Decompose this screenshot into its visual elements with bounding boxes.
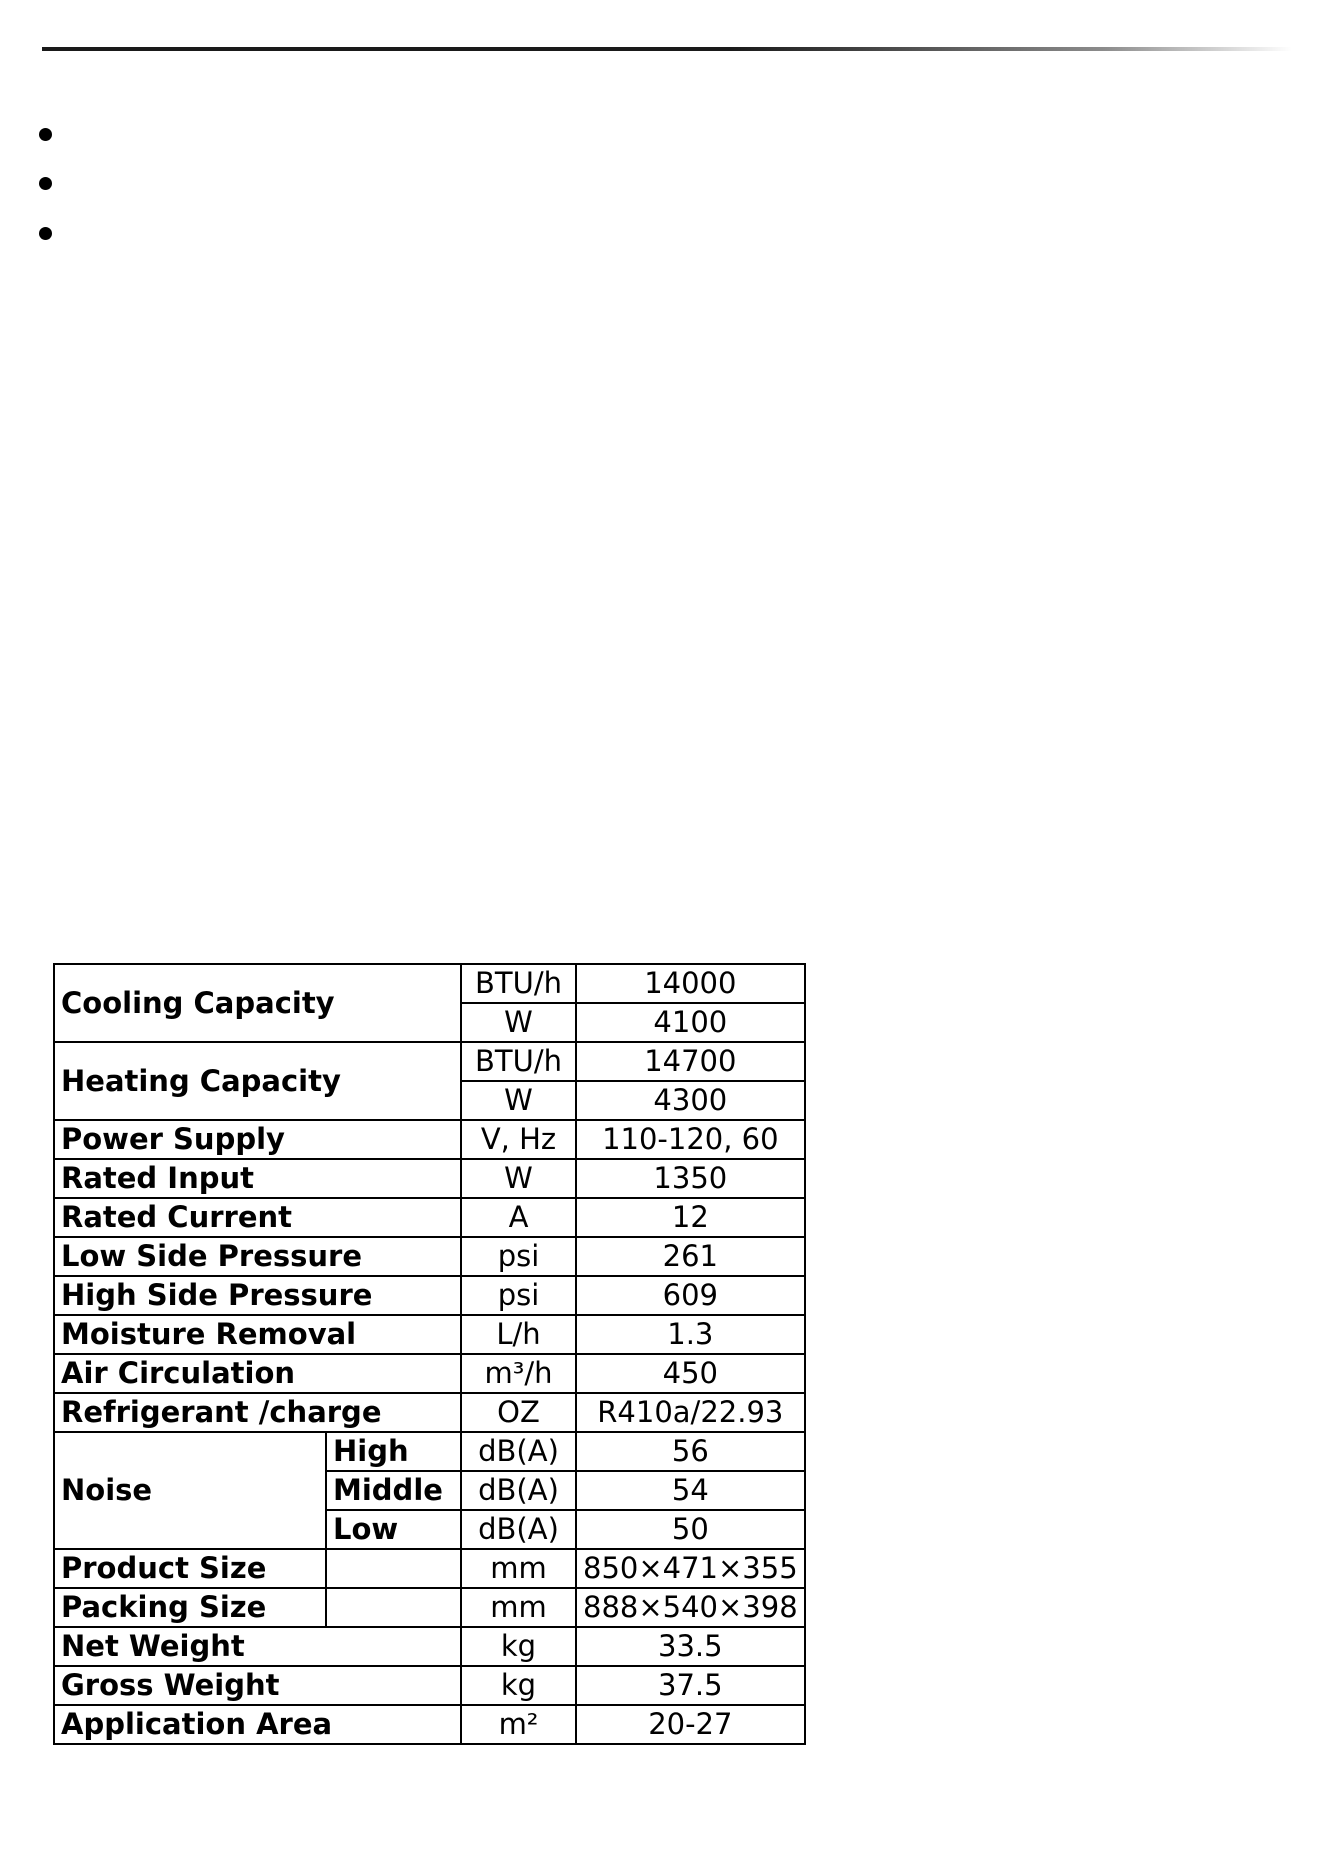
rated-input-value: 1350: [576, 1159, 805, 1198]
high-side-pressure-label: High Side Pressure: [54, 1276, 461, 1315]
cooling-w-value: 4100: [576, 1003, 805, 1042]
cooling-capacity-label: Cooling Capacity: [54, 964, 461, 1042]
product-size-label: Product Size: [54, 1549, 326, 1588]
power-supply-value: 110-120, 60: [576, 1120, 805, 1159]
table-row: [54, 1159, 805, 1198]
empty-cell: [326, 1549, 461, 1588]
header-rule: [42, 47, 1292, 51]
empty-cell: [326, 1588, 461, 1627]
bullet-point: [39, 128, 52, 141]
net-weight-value: 33.5: [576, 1627, 805, 1666]
rated-current-label: Rated Current: [54, 1198, 461, 1237]
noise-low-unit: dB(A): [461, 1510, 576, 1549]
application-area-label: Application Area: [54, 1705, 461, 1744]
application-area-unit: m²: [461, 1705, 576, 1744]
table-row: [54, 1042, 805, 1081]
noise-middle-label: Middle: [326, 1471, 461, 1510]
table-row: [54, 1588, 805, 1627]
rated-current-value: 12: [576, 1198, 805, 1237]
net-weight-label: Net Weight: [54, 1627, 461, 1666]
noise-label: Noise: [54, 1432, 326, 1549]
bullet-point: [39, 177, 52, 190]
air-circulation-unit: m³/h: [461, 1354, 576, 1393]
table-row: [54, 1666, 805, 1705]
heating-w-value: 4300: [576, 1081, 805, 1120]
air-circulation-value: 450: [576, 1354, 805, 1393]
gross-weight-unit: kg: [461, 1666, 576, 1705]
cooling-btu-value: 14000: [576, 964, 805, 1003]
rated-current-unit: A: [461, 1198, 576, 1237]
packing-size-unit: mm: [461, 1588, 576, 1627]
moisture-removal-label: Moisture Removal: [54, 1315, 461, 1354]
product-size-unit: mm: [461, 1549, 576, 1588]
cooling-w-unit: W: [461, 1003, 576, 1042]
net-weight-unit: kg: [461, 1627, 576, 1666]
table-row: [54, 1627, 805, 1666]
table-row: [54, 1354, 805, 1393]
heating-capacity-label: Heating Capacity: [54, 1042, 461, 1120]
noise-middle-value: 54: [576, 1471, 805, 1510]
high-side-pressure-value: 609: [576, 1276, 805, 1315]
application-area-value: 20-27: [576, 1705, 805, 1744]
gross-weight-value: 37.5: [576, 1666, 805, 1705]
table-row: [54, 1276, 805, 1315]
power-supply-label: Power Supply: [54, 1120, 461, 1159]
noise-middle-unit: dB(A): [461, 1471, 576, 1510]
packing-size-label: Packing Size: [54, 1588, 326, 1627]
specifications-table: [53, 963, 806, 1745]
moisture-removal-unit: L/h: [461, 1315, 576, 1354]
noise-high-value: 56: [576, 1432, 805, 1471]
cooling-btu-unit: BTU/h: [461, 964, 576, 1003]
low-side-pressure-value: 261: [576, 1237, 805, 1276]
refrigerant-label: Refrigerant /charge: [54, 1393, 461, 1432]
bullet-point: [39, 227, 52, 240]
product-size-value: 850×471×355: [576, 1549, 805, 1588]
heating-w-unit: W: [461, 1081, 576, 1120]
table-row: [54, 1237, 805, 1276]
power-supply-unit: V, Hz: [461, 1120, 576, 1159]
refrigerant-unit: OZ: [461, 1393, 576, 1432]
table-row: [54, 1315, 805, 1354]
table-row: [54, 1432, 805, 1471]
noise-high-unit: dB(A): [461, 1432, 576, 1471]
table-row: [54, 1549, 805, 1588]
refrigerant-value: R410a/22.93: [576, 1393, 805, 1432]
low-side-pressure-label: Low Side Pressure: [54, 1237, 461, 1276]
heating-btu-value: 14700: [576, 1042, 805, 1081]
table-row: [54, 964, 805, 1003]
moisture-removal-value: 1.3: [576, 1315, 805, 1354]
table-row: [54, 1705, 805, 1744]
table-row: [54, 1120, 805, 1159]
gross-weight-label: Gross Weight: [54, 1666, 461, 1705]
noise-low-value: 50: [576, 1510, 805, 1549]
high-side-pressure-unit: psi: [461, 1276, 576, 1315]
table-row: [54, 1198, 805, 1237]
noise-high-label: High: [326, 1432, 461, 1471]
noise-low-label: Low: [326, 1510, 461, 1549]
heating-btu-unit: BTU/h: [461, 1042, 576, 1081]
low-side-pressure-unit: psi: [461, 1237, 576, 1276]
rated-input-unit: W: [461, 1159, 576, 1198]
air-circulation-label: Air Circulation: [54, 1354, 461, 1393]
rated-input-label: Rated Input: [54, 1159, 461, 1198]
table-row: [54, 1393, 805, 1432]
packing-size-value: 888×540×398: [576, 1588, 805, 1627]
